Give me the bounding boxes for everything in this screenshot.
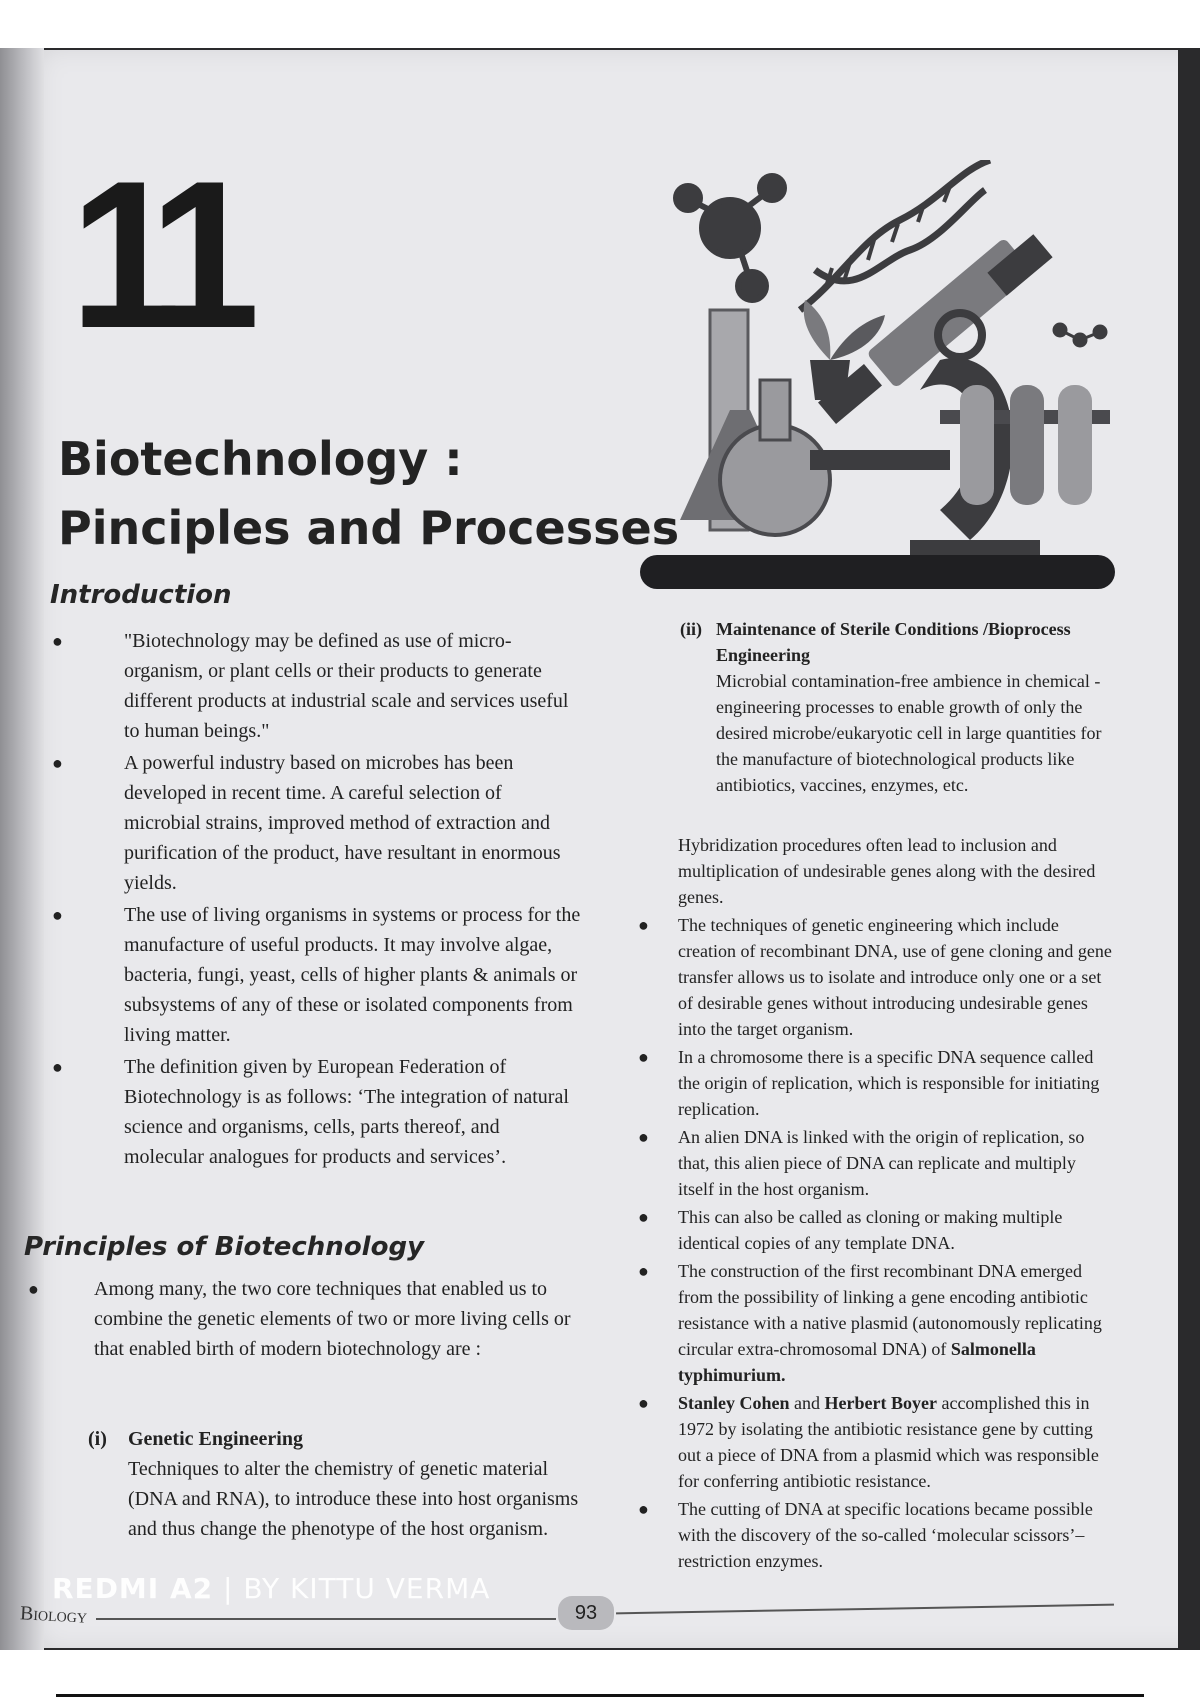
bullet-icon: ● [52, 1057, 63, 1077]
numeral-label: (ii) [680, 619, 702, 639]
list-item: ● Stanley Cohen and Herbert Boyer accomplished this in 1972 by isolating the antibiotic resistance gene by cutting out a piece of DNA from a plasmid which was responsible for conferring antibiotic resistance. [678, 1390, 1112, 1494]
footer-rule-left [96, 1618, 556, 1620]
list-item: ● Among many, the two core techniques that enabled us to combine the genetic elements of two or more living cells or that enabled birth of modern biotechnology are : [94, 1274, 582, 1364]
chapter-number: 11 [70, 137, 240, 372]
biotech-lab-illustration-icon [640, 160, 1120, 600]
bullet-icon: ● [638, 1499, 649, 1519]
principles-heading: Principles of Biotechnology [24, 1232, 425, 1262]
bullet-icon: ● [638, 1393, 649, 1413]
list-item: ● In a chromosome there is a specific DNA sequence called the origin of replication, which is responsible for initiating replication. [678, 1044, 1112, 1122]
molecule-icon [676, 176, 784, 300]
list-item: ● The techniques of genetic engineering which include creation of recombinant DNA, use of gene cloning and gene transfer allows us to isolate and introduce only one or a set of desirable genes without introducing undesirable genes into the target organism. [678, 912, 1112, 1042]
list-item: ● An alien DNA is linked with the origin of replication, so that, this alien piece of DNA can replicate and multiply itself in the host organism. [678, 1124, 1112, 1202]
test-tubes-icon [940, 385, 1110, 505]
sterile-conditions-item [680, 616, 1108, 798]
small-molecule-icon [1054, 324, 1106, 346]
subject-label: Biology [19, 1602, 88, 1628]
page-fold-edge [0, 48, 44, 1650]
bullet-icon: ● [638, 1207, 649, 1227]
genetic-engineering-item [88, 1424, 582, 1544]
right-bullet-list [638, 912, 1112, 1576]
chapter-title [58, 432, 679, 556]
chapter-title-line2: Pinciples and Processes [58, 501, 680, 556]
list-item: ● The definition given by European Federation of Biotechnology is as follows: ‘The integration of natural science and organisms, cells, parts thereof, and molecular analogues for products and services’. [124, 1052, 582, 1172]
list-item: ● The use of living organisms in systems or process for the manufacture of useful products. It may involve algae, bacteria, fungi, yeast, cells of higher plants & animals or subsystems of any of these or isolated components from living matter. [124, 900, 582, 1050]
bullet-icon: ● [638, 1127, 649, 1147]
sterile-conditions-text: Microbial contamination-free ambience in chemical - engineering processes to enable growth of only the desired microbe/eukaryotic cell in large quantities for the manufacture of biotechnological products like antibiotics, vaccines, enzymes, etc. [716, 671, 1102, 795]
list-item: ● A powerful industry based on microbes has been developed in recent time. A careful selection of microbial strains, improved method of extraction and purification of the product, have resultant in enormous yields. [124, 748, 582, 898]
bullet-icon: ● [52, 753, 63, 773]
bullet-icon: ● [52, 905, 63, 925]
sterile-conditions-title: Maintenance of Sterile Conditions /Bioprocess Engineering [716, 619, 1071, 665]
list-item: ● This can also be called as cloning or making multiple identical copies of any template DNA. [678, 1204, 1112, 1256]
introduction-heading: Introduction [50, 580, 232, 610]
genetic-engineering-title: Genetic Engineering [128, 1428, 303, 1450]
numeral-label: (i) [88, 1428, 107, 1450]
list-item: ● "Biotechnology may be defined as use of micro-organism, or plant cells or their products to generate different products at industrial scale and services useful to human beings." [124, 626, 582, 746]
genetic-engineering-text: Techniques to alter the chemistry of genetic material (DNA and RNA), to introduce these into host organisms and thus change the phenotype of the host organism. [128, 1458, 579, 1540]
bullet-icon: ● [638, 915, 649, 935]
illustration-base [640, 555, 1115, 589]
chapter-title-line1: Biotechnology : [58, 432, 463, 486]
list-item: ● The cutting of DNA at specific locations became possible with the discovery of the so-called ‘molecular scissors’– restriction enzymes. [678, 1496, 1112, 1574]
hybridization-text: Hybridization procedures often lead to inclusion and multiplication of undesirable genes along with the desired genes. [678, 835, 1096, 907]
bullet-icon: ● [28, 1279, 39, 1299]
principles-bullet [28, 1274, 582, 1366]
bullet-icon: ● [52, 631, 63, 651]
list-item: ● The construction of the first recombinant DNA emerged from the possibility of linking a gene encoding antibiotic resistance with a native plasmid (autonomously replicating circular extra-chromosomal DNA) of Salmonella typhimurium. [678, 1258, 1112, 1388]
intro-bullet-list [52, 626, 582, 1174]
bullet-icon: ● [638, 1261, 649, 1281]
bullet-icon: ● [638, 1047, 649, 1067]
page-number: 93 [558, 1596, 614, 1630]
bottom-rule [56, 1694, 1144, 1697]
camera-watermark: REDMI A2 | BY KITTU VERMA [52, 1572, 491, 1605]
